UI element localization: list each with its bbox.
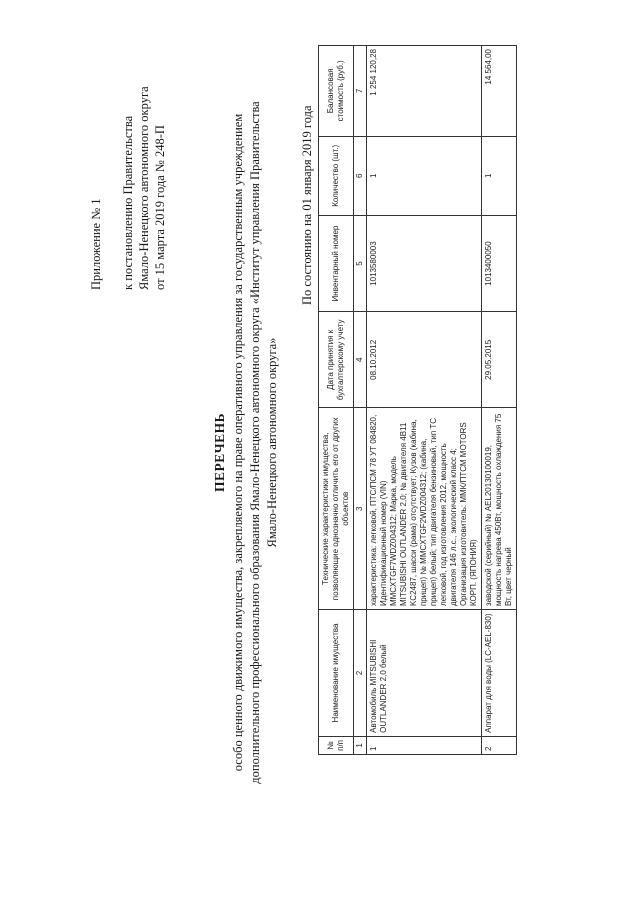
header-date: Дата принятия к бухгалтерскому учету <box>319 312 354 408</box>
column-number-row <box>354 46 367 755</box>
row-date: 29.05.2015 <box>482 312 517 408</box>
header-specs: Технические характеристики имущества, позволяющие однозначно отличить его от других объектов <box>319 408 354 610</box>
column-number: 3 <box>354 408 367 610</box>
property-table <box>318 45 517 755</box>
appendix-region-line: Ямало-Ненецкого автономного округа <box>137 86 151 290</box>
row-inventory: 1013580003 <box>367 215 482 311</box>
column-number: 7 <box>354 46 367 137</box>
header-name: Наименование имущества <box>319 610 354 737</box>
table-row <box>367 46 482 755</box>
row-number: 1 <box>367 736 482 754</box>
appendix-header <box>88 86 168 290</box>
column-number: 2 <box>354 610 367 737</box>
column-number: 6 <box>354 136 367 215</box>
row-name: Автомобиль MITSUBISHI OUTLANDER 2,0 белый <box>367 610 482 737</box>
document-title: ПЕРЕЧЕНЬ <box>212 412 227 493</box>
header-inventory: Инвентарный номер <box>319 215 354 311</box>
appendix-date-line: от 15 марта 2019 года № 248-П <box>153 125 167 290</box>
row-value: 1 254 120,28 <box>367 46 482 137</box>
appendix-resolution-line: к постановлению Правительства <box>121 115 135 290</box>
row-quantity: 1 <box>482 136 517 215</box>
row-quantity: 1 <box>367 136 482 215</box>
header-value: Балансовая стоимость (руб.) <box>319 46 354 137</box>
header-quantity: Количество (шт.) <box>319 136 354 215</box>
row-number: 2 <box>482 736 517 754</box>
column-number: 4 <box>354 312 367 408</box>
table-row <box>482 46 517 755</box>
row-date: 08.10.2012 <box>367 312 482 408</box>
column-number: 5 <box>354 215 367 311</box>
table-header-row <box>319 46 354 755</box>
row-value: 14 564,00 <box>482 46 517 137</box>
row-specs: характеристика: легковой, ПТС/ПСМ 78 УТ 084820, Идентификационный номер (VIN) MMCXTGF7WDZ004312; Марка, модель MITSUBISHI OUTLANDER 2,0; № двигателя 4B11 KC2487, шасси (рама) отсутствует; Кузов (кабина, прицеп) № MMCXTGF2WDZ004312; (кабина, прицеп) белый; тип двигателя бензиновый, тип ТС легковой, год изготовления 2012, мощность двигателя 146 л.с., экологический класс 4; Организация изготовитель: ММК/ПТСМ MOTORS КОРП. (ЯПОНИЯ) <box>367 408 482 610</box>
appendix-number: Приложение № 1 <box>89 198 103 290</box>
row-specs: заводской (серийный) № AEL20130100019, мощность нагрева 450Вт, мощность охлаждения 75 Вт, цвет черный <box>482 408 517 610</box>
row-name: Аппарат для воды (LC-AEL-830) <box>482 610 517 737</box>
row-inventory: 1013400050 <box>482 215 517 311</box>
column-number: 1 <box>354 736 367 754</box>
header-number: № п/п <box>319 736 354 754</box>
as-of-date: По состоянию на 01 января 2019 года <box>300 105 314 305</box>
document-subtitle: особо ценного движимого имущества, закрепляемого на праве оперативного управления за государственным учреждением дополнительного профессионального образования Ямало-Ненецкого автономного округа «Институт управления Правительства Ямало-Ненецкого автономного округа» <box>231 101 279 784</box>
